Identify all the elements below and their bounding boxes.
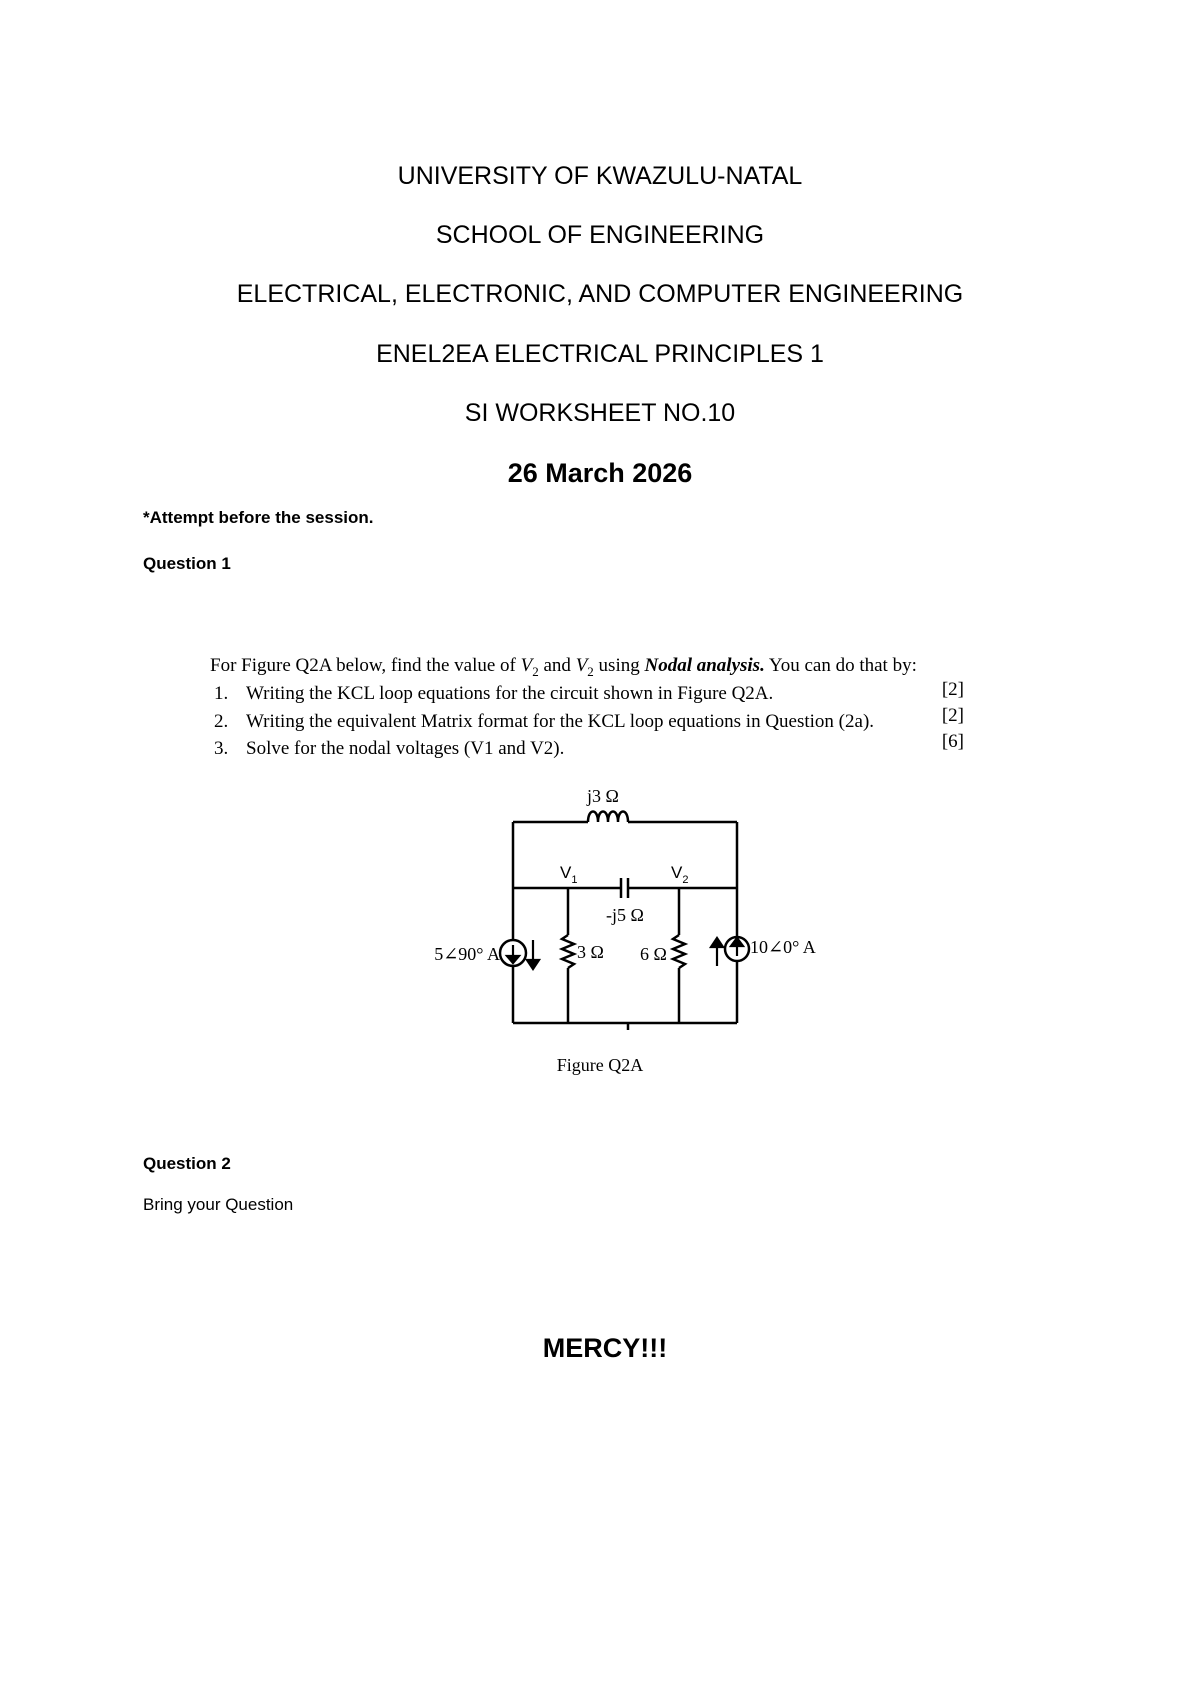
question-2-heading: Question 2 (143, 1154, 231, 1173)
right-source-label: 10∠0° A (750, 937, 816, 957)
university-title: UNIVERSITY OF KWAZULU-NATAL (397, 162, 803, 190)
closing-text: MERCY!!! (542, 1333, 668, 1363)
item-3-number: 3. (214, 738, 229, 759)
inductor-symbol (588, 812, 628, 823)
r2-zigzag (673, 935, 685, 968)
department-title: ELECTRICAL, ELECTRONIC, AND COMPUTER ENGINEERING (236, 280, 964, 308)
inductor-label: j3 Ω (587, 786, 619, 806)
node-2-label: $V_2$ (671, 863, 689, 886)
item-2-marks: [2] (941, 705, 964, 726)
item-3-marks: [6] (941, 731, 964, 752)
right-source-inner-arrowhead (731, 938, 743, 946)
left-source-label: 5∠90° A (434, 944, 500, 964)
worksheet-date: 26 March 2026 (507, 458, 693, 488)
item-1-marks: [2] (941, 679, 964, 700)
left-side-arrowhead (527, 960, 539, 969)
capacitor-label: -j5 Ω (606, 905, 644, 925)
item-2-number: 2. (214, 711, 229, 732)
r1-zigzag (562, 935, 574, 968)
item-3-text: Solve for the nodal voltages (V1 and V2). (246, 738, 565, 759)
item-1-text: Writing the KCL loop equations for the circuit shown in Figure Q2A. (246, 683, 774, 704)
circuit-figure-q2a (420, 770, 840, 1030)
question-1-heading: Question 1 (143, 554, 231, 573)
question-2-text: Bring your Question (143, 1195, 294, 1214)
right-side-arrowhead (711, 938, 723, 947)
question-1-intro: For Figure Q2A below, find the value of $V_2$ and $V_2$ using Nodal analysis. You can do that by: (210, 655, 917, 679)
school-title: SCHOOL OF ENGINEERING (435, 221, 765, 249)
item-2-text: Writing the equivalent Matrix format for the KCL loop equations in Question (2a). (246, 711, 875, 732)
left-source-inner-arrowhead (507, 956, 519, 963)
node-1-label: $V_1$ (560, 863, 578, 886)
figure-caption: Figure Q2A (556, 1055, 644, 1075)
r2-label: 6 Ω (640, 944, 667, 964)
worksheet-title: SI WORKSHEET NO.10 (464, 399, 736, 427)
r1-label: 3 Ω (577, 942, 604, 962)
attempt-note: *Attempt before the session. (143, 508, 374, 527)
item-1-number: 1. (214, 683, 229, 704)
course-title: ENEL2EA ELECTRICAL PRINCIPLES 1 (376, 340, 824, 368)
